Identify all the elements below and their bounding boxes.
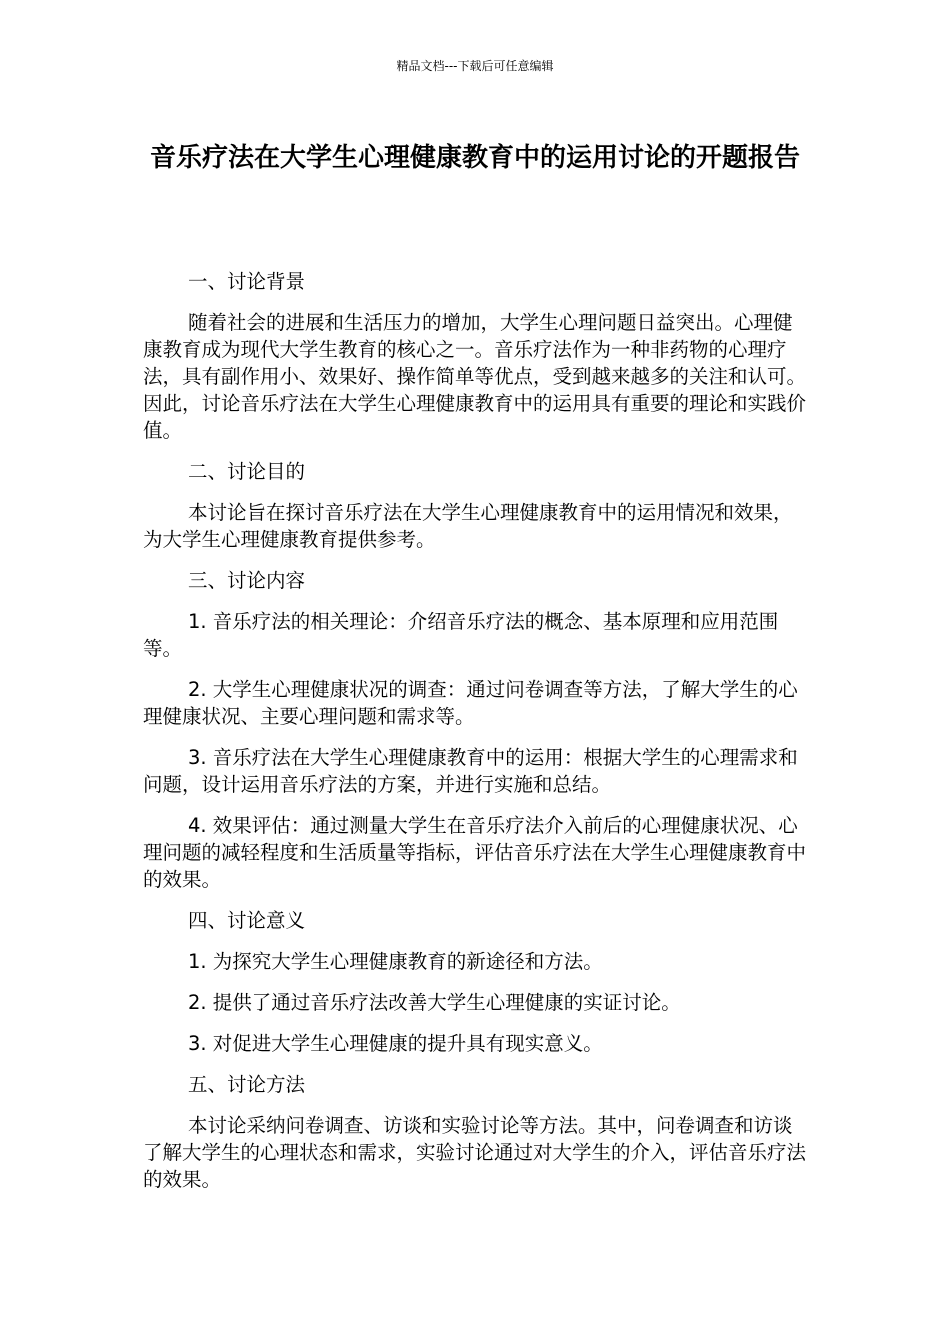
- list-item: 3. 对促进大学生心理健康的提升具有现实意义。: [188, 1032, 603, 1055]
- body-paragraph: 本讨论旨在探讨音乐疗法在大学生心理健康教育中的运用情况和效果，为大学生心理健康教育提供参考。: [143, 501, 793, 551]
- list-item: 2. 大学生心理健康状况的调查：通过问卷调查等方法，了解大学生的心理健康状况、主要心理问题和需求等。: [143, 678, 798, 728]
- body-paragraph: 随着社会的进展和生活压力的增加，大学生心理问题日益突出。心理健康教育成为现代大学生教育的核心之一。音乐疗法作为一种非药物的心理疗法，具有副作用小、效果好、操作简单等优点，受到越来越多的关注和认可。因此，讨论音乐疗法在大学生心理健康教育中的运用具有重要的理论和实践价值。: [143, 311, 807, 442]
- list-item: 2. 提供了通过音乐疗法改善大学生心理健康的实证讨论。: [188, 991, 681, 1014]
- document-title: 音乐疗法在大学生心理健康教育中的运用讨论的开题报告: [149, 143, 800, 173]
- section-heading: 三、讨论内容: [188, 569, 306, 592]
- list-item: 4. 效果评估：通过测量大学生在音乐疗法介入前后的心理健康状况、心理问题的减轻程度和生活质量等指标，评估音乐疗法在大学生心理健康教育中的效果。: [143, 814, 807, 891]
- section-heading: 二、讨论目的: [188, 460, 306, 483]
- body-paragraph: 本讨论采纳问卷调查、访谈和实验讨论等方法。其中，问卷调查和访谈了解大学生的心理状态和需求，实验讨论通过对大学生的介入，评估音乐疗法的效果。: [143, 1114, 807, 1191]
- section-heading: 五、讨论方法: [188, 1073, 306, 1096]
- section-heading: 四、讨论意义: [188, 909, 306, 932]
- section-heading: 一、讨论背景: [188, 270, 306, 293]
- list-item: 3. 音乐疗法在大学生心理健康教育中的运用：根据大学生的心理需求和问题，设计运用音乐疗法的方案，并进行实施和总结。: [143, 746, 798, 796]
- header-note: 精品文档---下载后可任意编辑: [396, 59, 554, 73]
- list-item: 1. 音乐疗法的相关理论：介绍音乐疗法的概念、基本原理和应用范围等。: [143, 610, 779, 660]
- list-item: 1. 为探究大学生心理健康教育的新途径和方法。: [188, 950, 603, 973]
- document-body: [143, 268, 808, 1207]
